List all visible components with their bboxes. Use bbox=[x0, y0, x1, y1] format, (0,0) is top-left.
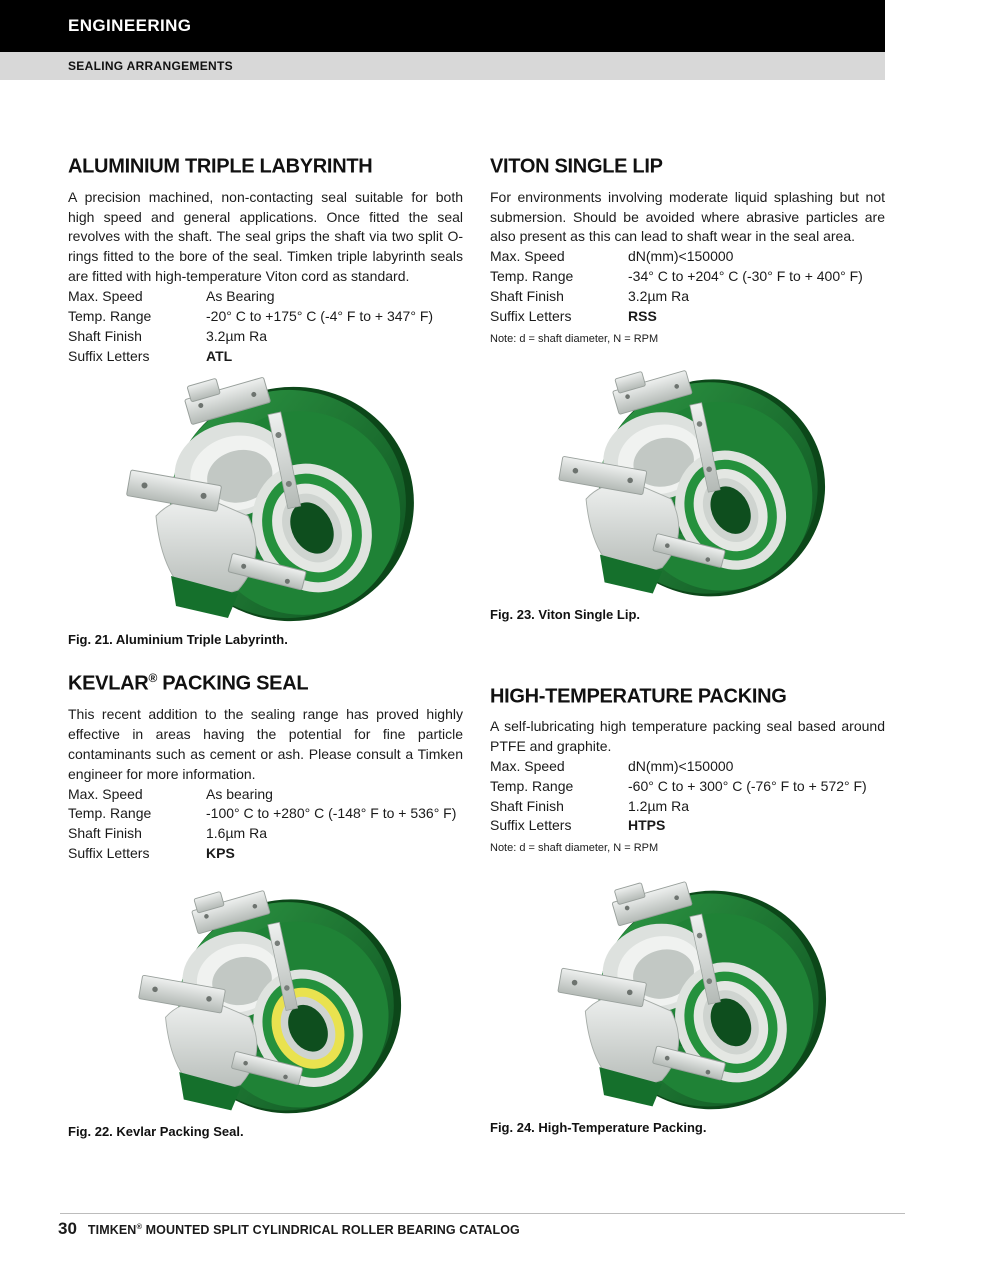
spec-value: 1.6µm Ra bbox=[206, 825, 267, 842]
spec-label: Max. Speed bbox=[490, 248, 565, 265]
spec-row bbox=[68, 327, 463, 347]
left-column bbox=[68, 150, 463, 1141]
spec-value: KPS bbox=[206, 845, 235, 862]
spec-value: As Bearing bbox=[206, 288, 275, 305]
section-description: For environments involving moderate liquid splashing but not submersion. Should be avoided where abrasive particles are also present as this can lead to shaft wear in the seal area. bbox=[490, 188, 885, 245]
section-description: A precision machined, non-contacting seal suitable for both high speed and general applications. Once fitted the seal revolves with the shaft. The seal grips the shaft via two split O-rings fitted to the bore of the seal. Timken triple labyrinth seals are fitted with high-temperature Viton cord as standard. bbox=[68, 188, 463, 285]
spec-value: dN(mm)<150000 bbox=[628, 248, 734, 265]
header-bar bbox=[0, 0, 885, 52]
page-title: ENGINEERING bbox=[68, 16, 192, 35]
spec-label: Max. Speed bbox=[68, 288, 143, 305]
spec-row bbox=[490, 816, 885, 836]
spec-label: Suffix Letters bbox=[490, 817, 572, 834]
section-viton-single-lip bbox=[490, 150, 885, 624]
spec-row bbox=[490, 247, 885, 267]
spec-value: -20° C to +175° C (-4° F to + 347° F) bbox=[206, 307, 434, 324]
spec-label: Suffix Letters bbox=[68, 347, 150, 364]
spec-table bbox=[68, 287, 463, 366]
figure bbox=[490, 871, 885, 1119]
spec-value: RSS bbox=[628, 307, 657, 324]
spec-label: Max. Speed bbox=[68, 785, 143, 802]
spec-value: As bearing bbox=[206, 785, 273, 802]
spec-row bbox=[68, 844, 463, 864]
spec-value: -100° C to +280° C (-148° F to + 536° F) bbox=[206, 805, 457, 822]
spec-label: Shaft Finish bbox=[68, 825, 142, 842]
spec-label: Shaft Finish bbox=[490, 797, 564, 814]
spec-table bbox=[490, 757, 885, 836]
spec-row bbox=[490, 287, 885, 307]
spec-label: Max. Speed bbox=[490, 758, 565, 775]
footer-rule bbox=[60, 1213, 905, 1214]
spec-table bbox=[68, 785, 463, 864]
spec-value: -60° C to + 300° C (-76° F to + 572° F) bbox=[628, 777, 867, 794]
section-aluminium-triple-labyrinth bbox=[68, 150, 463, 649]
section-high-temperature-packing bbox=[490, 680, 885, 1138]
spec-row bbox=[68, 287, 463, 307]
footer-catalog-title: TIMKEN® MOUNTED SPLIT CYLINDRICAL ROLLER BEARING CATALOG bbox=[87, 1221, 520, 1237]
spec-note: Note: d = shaft diameter, N = RPM bbox=[490, 842, 659, 855]
spec-row bbox=[490, 267, 885, 287]
spec-label: Shaft Finish bbox=[68, 327, 142, 344]
spec-row bbox=[68, 824, 463, 844]
spec-label: Temp. Range bbox=[490, 268, 574, 285]
spec-row bbox=[490, 797, 885, 817]
right-column bbox=[490, 150, 885, 1137]
section-title: HIGH-TEMPERATURE PACKING bbox=[490, 685, 787, 708]
subheader-bar bbox=[0, 52, 885, 80]
spec-label: Suffix Letters bbox=[490, 307, 572, 324]
spec-value: 1.2µm Ra bbox=[628, 797, 689, 814]
section-description: A self-lubricating high temperature packing seal based around PTFE and graphite. bbox=[490, 718, 885, 755]
figure bbox=[490, 360, 885, 606]
section-title: KEVLAR® PACKING SEAL bbox=[68, 671, 309, 696]
spec-row bbox=[68, 785, 463, 805]
spec-label: Shaft Finish bbox=[490, 287, 564, 304]
spec-row bbox=[68, 804, 463, 824]
spec-value: dN(mm)<150000 bbox=[628, 758, 734, 775]
subheader-title: SEALING ARRANGEMENTS bbox=[68, 59, 233, 73]
spec-value: ATL bbox=[206, 347, 233, 364]
figure-caption: Fig. 23. Viton Single Lip. bbox=[490, 606, 640, 622]
spec-value: 3.2µm Ra bbox=[628, 287, 689, 304]
figure bbox=[68, 880, 463, 1123]
spec-label: Temp. Range bbox=[68, 805, 152, 822]
bearing-seal-illustration bbox=[548, 871, 828, 1114]
spec-table bbox=[490, 247, 885, 326]
spec-row bbox=[490, 757, 885, 777]
section-title: VITON SINGLE LIP bbox=[490, 155, 663, 178]
spec-label: Temp. Range bbox=[490, 777, 574, 794]
bearing-seal-illustration bbox=[116, 366, 416, 626]
section-title: ALUMINIUM TRIPLE LABYRINTH bbox=[68, 155, 373, 178]
footer bbox=[58, 1219, 520, 1239]
spec-value: HTPS bbox=[628, 817, 666, 834]
spec-row bbox=[490, 777, 885, 797]
page-number: 30 bbox=[58, 1219, 77, 1238]
section-kevlar-packing-seal bbox=[68, 667, 463, 1140]
spec-value: -34° C to +204° C (-30° F to + 400° F) bbox=[628, 268, 863, 285]
figure-caption: Fig. 24. High-Temperature Packing. bbox=[490, 1120, 707, 1136]
bearing-seal-illustration bbox=[549, 360, 827, 601]
bearing-seal-illustration bbox=[129, 880, 403, 1118]
spec-row bbox=[68, 307, 463, 327]
spec-label: Temp. Range bbox=[68, 307, 152, 324]
spec-note: Note: d = shaft diameter, N = RPM bbox=[490, 332, 659, 345]
figure-caption: Fig. 22. Kevlar Packing Seal. bbox=[68, 1123, 244, 1139]
spec-row bbox=[490, 307, 885, 327]
section-description: This recent addition to the sealing range has proved highly effective in areas having the potential for fine particle contaminants such as cement or ash. Please consult a Timken engineer for more information. bbox=[68, 706, 463, 782]
figure-caption: Fig. 21. Aluminium Triple Labyrinth. bbox=[68, 632, 288, 648]
figure bbox=[68, 366, 463, 631]
spec-row bbox=[68, 347, 463, 367]
spec-value: 3.2µm Ra bbox=[206, 327, 267, 344]
spec-label: Suffix Letters bbox=[68, 845, 150, 862]
